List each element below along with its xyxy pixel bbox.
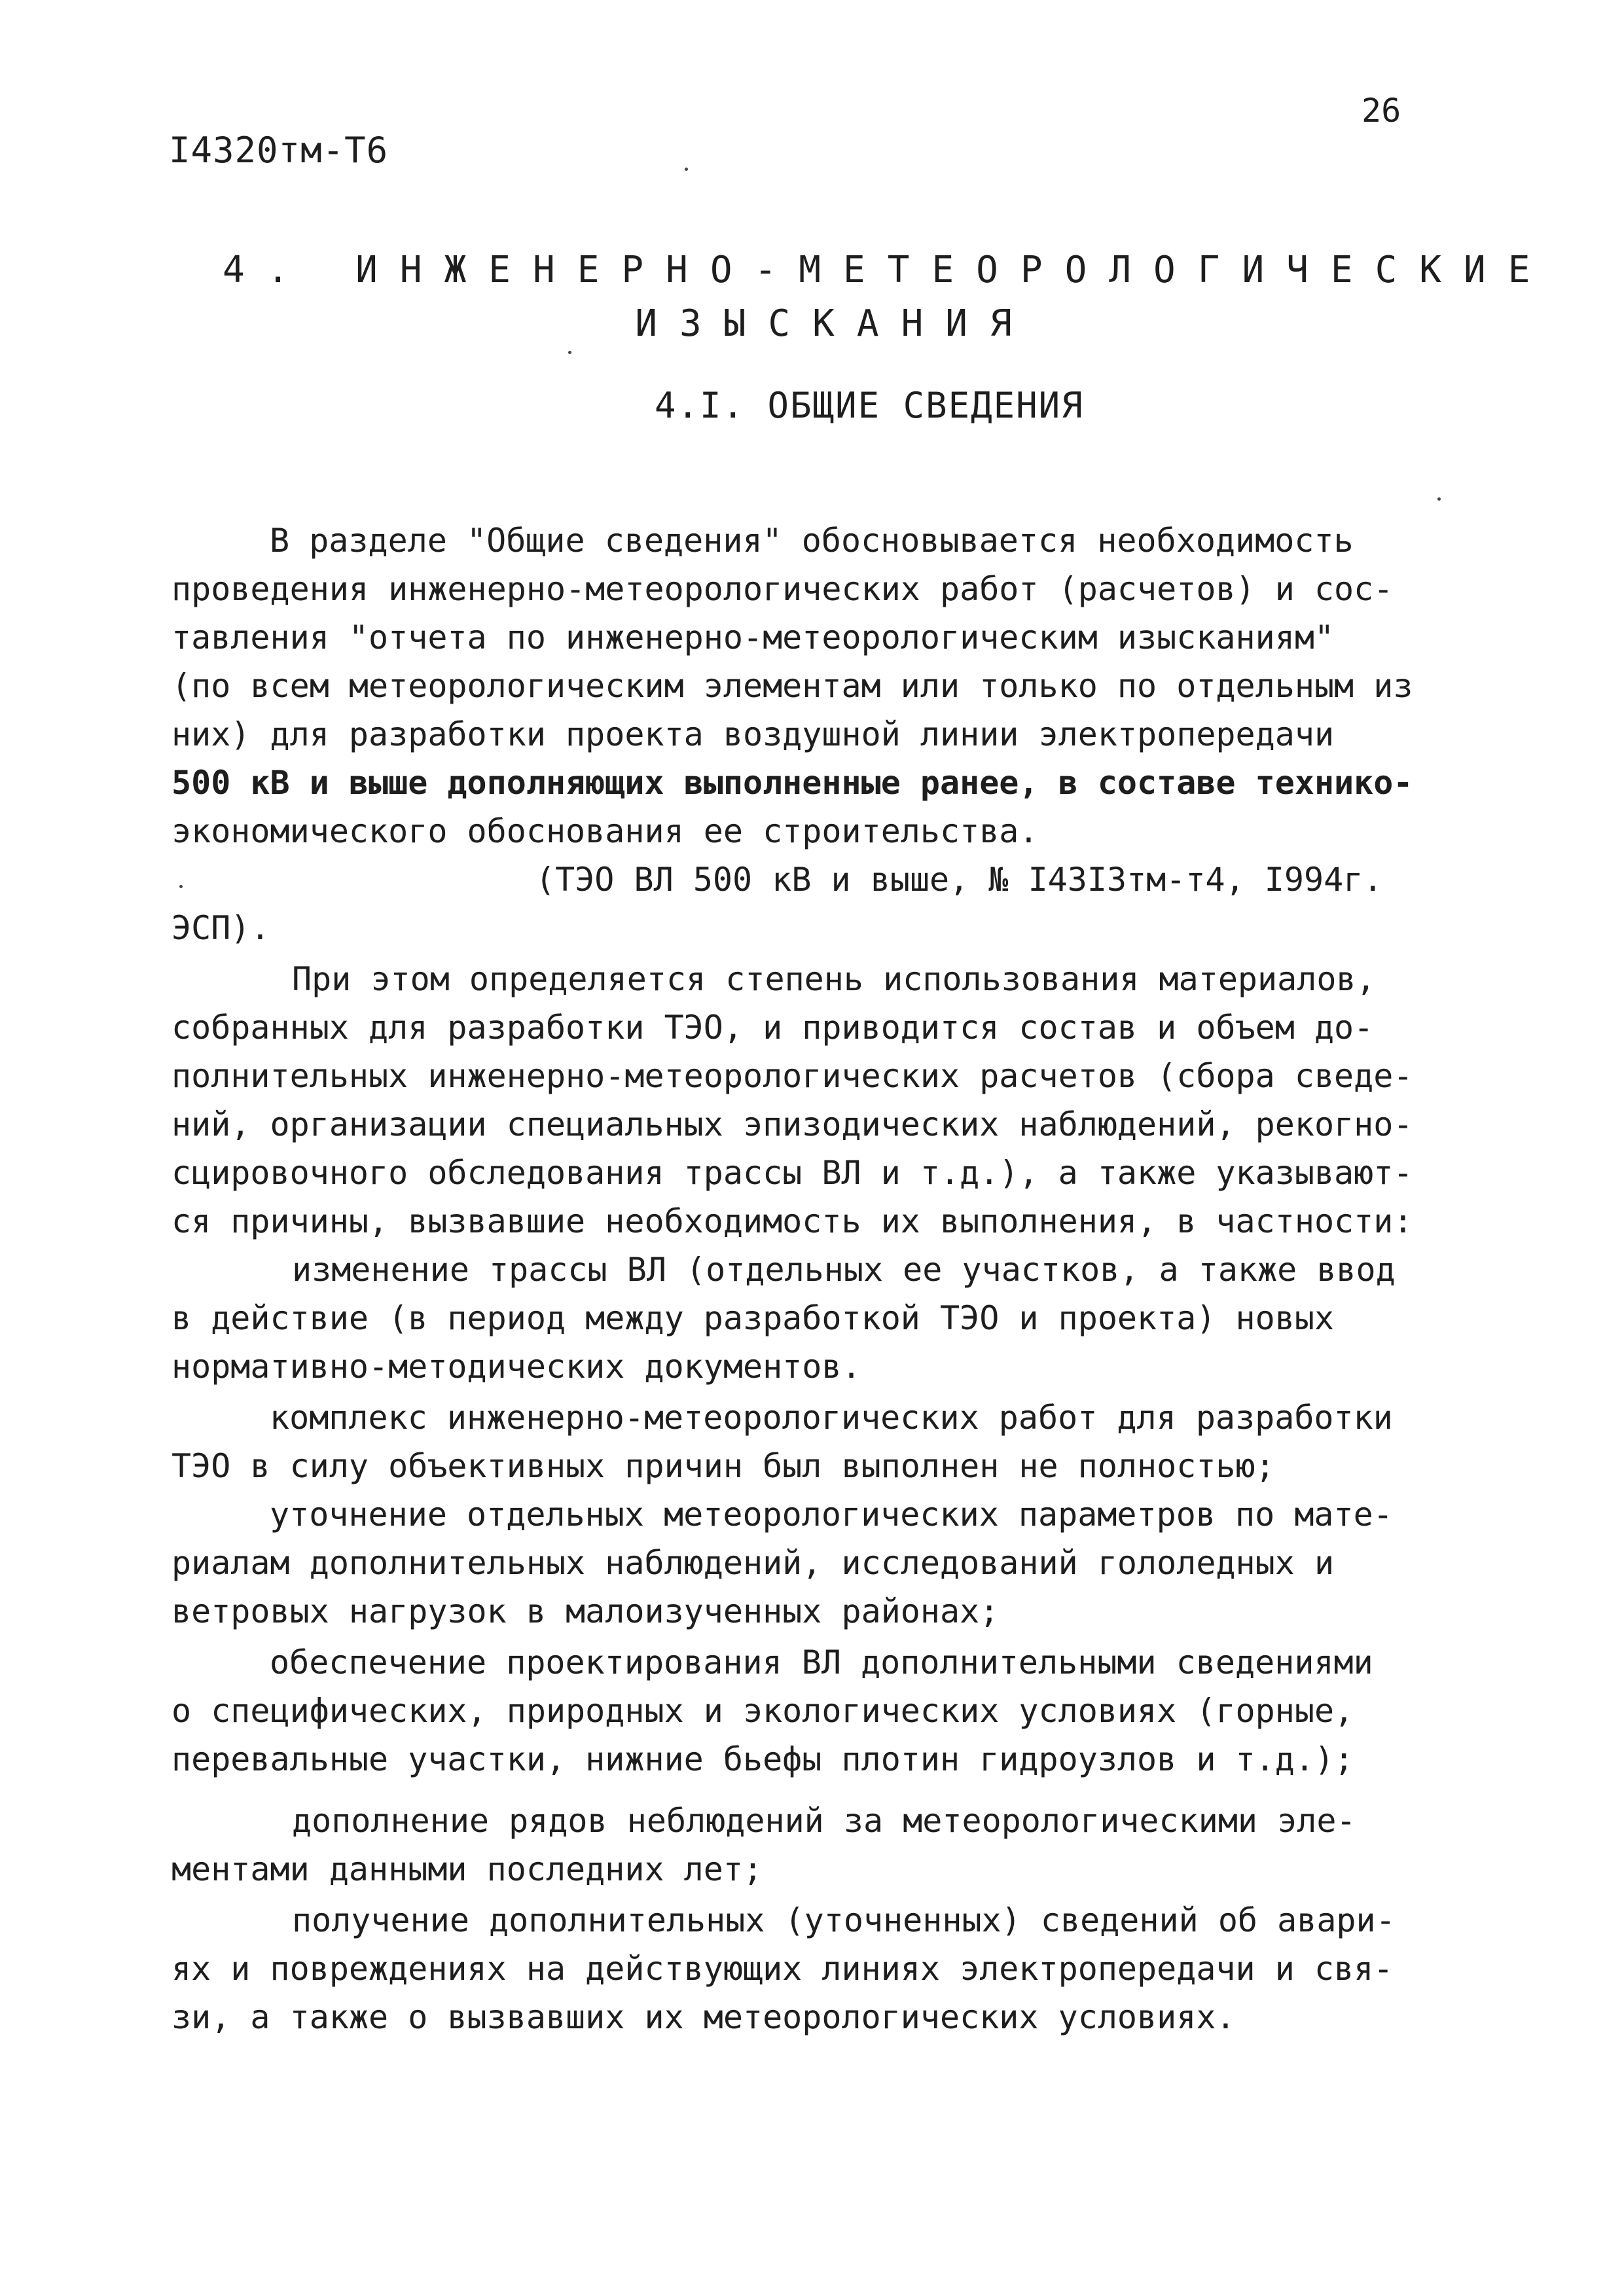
text-line: нормативно-методических документов. xyxy=(171,1348,861,1386)
text-line: в действие (в период между разработкой ТЭО и проекта) новых xyxy=(171,1299,1335,1337)
text-line: экономического обоснования ее строительства. xyxy=(171,812,1039,850)
text-line: комплекс инженерно-метеорологических работ для разработки xyxy=(270,1399,1393,1437)
scan-speck xyxy=(568,351,571,354)
text-line: 500 кВ и выше дополняющих выполненные ранее, в составе технико- xyxy=(171,764,1413,802)
text-line: ся причины, вызвавшие необходимость их выполнения, в частности: xyxy=(171,1202,1413,1240)
text-line: В разделе "Общие сведения" обосновывается необходимость xyxy=(270,522,1354,560)
text-line: зи, а также о вызвавших их метеорологических условиях. xyxy=(171,1998,1236,2036)
text-line: ментами данными последних лет; xyxy=(171,1850,763,1888)
text-line: риалам дополнительных наблюдений, исследований гололедных и xyxy=(171,1544,1335,1582)
text-line: о специфических, природных и экологических условиях (горные, xyxy=(171,1692,1354,1730)
text-line: обеспечение проектирования ВЛ дополнительными сведениями xyxy=(270,1643,1373,1681)
text-line: изменение трассы ВЛ (отдельных ее участков, а также ввод xyxy=(292,1251,1396,1289)
text-line: получение дополнительных (уточненных) сведений об авари- xyxy=(292,1901,1396,1939)
text-line: дополнение рядов неблюдений за метеорологическими эле- xyxy=(292,1802,1356,1840)
text-line: При этом определяется степень использования материалов, xyxy=(292,960,1376,998)
text-line: собранных для разработки ТЭО, и приводится состав и объем до- xyxy=(171,1009,1374,1047)
section-title-continuation: ИЗЫСКАНИЯ xyxy=(635,302,1034,345)
text-line: проведения инженерно-метеорологических работ (расчетов) и сос- xyxy=(171,570,1394,608)
document-code: I4320тм-Т6 xyxy=(169,130,389,171)
text-line: сцировочного обследования трассы ВЛ и т.д.), а также указывают- xyxy=(171,1154,1413,1192)
text-line: уточнение отдельных метеорологических параметров по мате- xyxy=(270,1496,1393,1534)
section-title: 4. ИНЖЕНЕРНО-МЕТЕОРОЛОГИЧЕСКИЕ xyxy=(223,249,1553,291)
scan-speck xyxy=(1437,497,1441,501)
text-line: (ТЭО ВЛ 500 кВ и выше, № I43I3тм-т4, I994г. xyxy=(535,861,1383,899)
text-line: ях и повреждениях на действующих линиях электропередачи и свя- xyxy=(171,1950,1394,1988)
text-line: ТЭО в силу объективных причин был выполнен не полностью; xyxy=(171,1447,1275,1485)
page-number: 26 xyxy=(1362,92,1401,130)
scan-speck xyxy=(179,885,183,888)
text-line: тавления "отчета по инженерно-метеорологическим изысканиям" xyxy=(171,619,1335,656)
text-line: полнительных инженерно-метеорологических расчетов (сбора сведе- xyxy=(171,1057,1413,1095)
subsection-title: 4.I. ОБЩИЕ СВЕДЕНИЯ xyxy=(655,385,1084,426)
text-line: перевальные участки, нижние бьефы плотин гидроузлов и т.д.); xyxy=(171,1740,1354,1778)
text-line: них) для разработки проекта воздушной линии электропередачи xyxy=(171,715,1335,753)
text-line: ветровых нагрузок в малоизученных районах; xyxy=(171,1592,1000,1630)
text-line: ЭСП). xyxy=(171,909,270,947)
text-line: ний, организации специальных эпизодических наблюдений, рекогно- xyxy=(171,1105,1413,1143)
scan-speck xyxy=(685,168,688,171)
text-line: (по всем метеорологическим элементам или только по отдельным из xyxy=(171,667,1413,705)
